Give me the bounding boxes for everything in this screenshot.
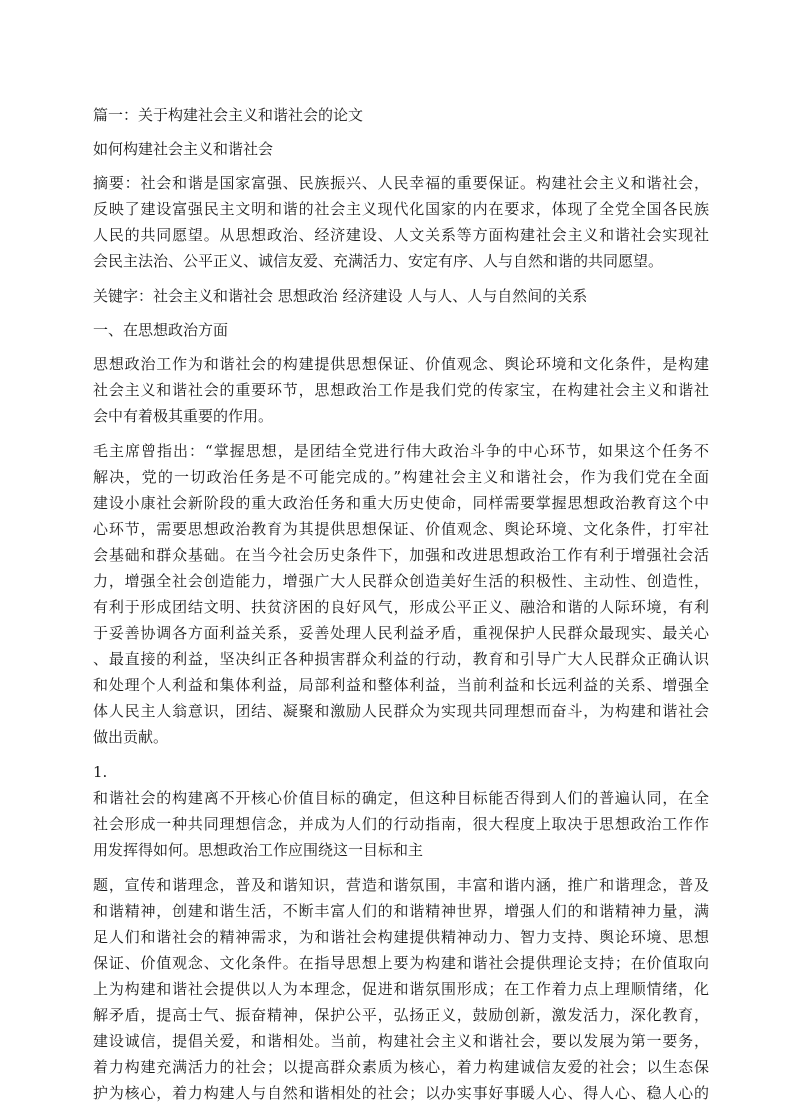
abstract-line: 反映了建设富强民主文明和谐的社会主义现代化国家的内在要求，体现了全党全国各民族 [93,200,709,218]
paragraph-line: 体人民主人翁意识，团结、凝聚和激励人民群众为实现共同理想而奋斗，为构建和谐社会 [93,702,709,720]
paragraph-line: 和处理个人利益和集体利益，局部利益和整体利益，当前利益和长远利益的关系、增强全 [93,676,709,694]
paragraph-line: 着力构建充满活力的社会；以提高群众素质为核心，着力构建诚信友爱的社会；以生态保 [93,1058,709,1076]
paragraph-line: 上为构建和谐社会提供以人为本理念，促进和谐氛围形成；在工作着力点上理顺情绪，化 [93,980,709,998]
paragraph-line: 会中有着极其重要的作用。 [93,407,274,425]
paragraph-line: 和谐社会的构建离不开核心价值目标的确定，但这种目标能否得到人们的普遍认同，在全 [93,789,709,807]
paragraph-line: 建设诚信，提倡关爱，和谐相处。当前，构建社会主义和谐社会，要以发展为第一要务， [93,1032,709,1050]
abstract-line: 人民的共同愿望。从思想政治、经济建设、人文关系等方面构建社会主义和谐社会实现社 [93,226,709,244]
paragraph-line: 和谐精神，创建和谐生活，不断丰富人们的和谐精神世界，增强人们的和谐精神力量，满 [93,902,709,920]
paragraph-line: 有利于形成团结文明、扶贫济困的良好风气，形成公平正义、融洽和谐的人际环境，有利 [93,598,709,616]
document-page [93,102,709,1115]
section-heading: 一、在思想政治方面 [93,321,229,339]
subtitle: 如何构建社会主义和谐社会 [93,140,274,158]
paragraph-line: 毛主席曾指出：“掌握思想，是团结全党进行伟大政治斗争的中心环节，如果这个任务不 [93,442,709,460]
paragraph-line: 题，宣传和谐理念，普及和谐知识，营造和谐氛围，丰富和谐内涵，推广和谐理念，普及 [93,876,709,894]
abstract-line: 摘要：社会和谐是国家富强、民族振兴、人民幸福的重要保证。构建社会主义和谐社会， [93,174,709,192]
paragraph-line: 于妥善协调各方面利益关系，妥善处理人民利益矛盾，重视保护人民群众最现实、最关心 [93,624,709,642]
paragraph-line: 护为核心，着力构建人与自然和谐相处的社会；以办实事好事暖人心、得人心、稳人心的 [93,1084,709,1102]
paragraph-line: 用发挥得如何。思想政治工作应围绕这一目标和主 [93,841,424,859]
keywords: 关键字：社会主义和谐社会 思想政治 经济建设 人与人、人与自然间的关系 [93,287,588,305]
paragraph-3 [93,785,709,863]
paragraph-line: 建设小康社会新阶段的重大政治任务和重大历史使命，同样需要掌握思想政治教育这个中 [93,494,709,512]
paper-title: 篇一：关于构建社会主义和谐社会的论文 [93,106,364,124]
paragraph-line: 足人们和谐社会的精神需求，为和谐社会构建提供精神动力、智力支持、舆论环境、思想 [93,928,709,946]
paragraph-line: 会基础和群众基础。在当今社会历史条件下，加强和改进思想政治工作有利于增强社会活 [93,546,709,564]
paragraph-line: 保证、价值观念、文化条件。在指导思想上要为构建和谐社会提供理论支持；在价值取向 [93,954,709,972]
paragraph-line: 解矛盾，提高士气、振奋精神，保护公平，弘扬正义，鼓励创新，激发活力，深化教育， [93,1006,709,1024]
paragraph-line: 社会形成一种共同理想信念，并成为人们的行动指南，很大程度上取决于思想政治工作作 [93,815,709,833]
paragraph-line: 、最直接的利益，坚决纠正各种损害群众利益的行动，教育和引导广大人民群众正确认识 [93,650,709,668]
paragraph-line: 思想政治工作为和谐社会的构建提供思想保证、价值观念、舆论环境和文化条件，是构建 [93,355,709,373]
paragraph-2 [93,438,709,750]
item-number: 1. [93,763,108,781]
abstract [93,170,709,274]
paragraph-line: 解决，党的一切政治任务是不可能完成的。”构建社会主义和谐社会，作为我们党在全面 [93,468,709,486]
paragraph-line: 心环节，需要思想政治教育为其提供思想保证、价值观念、舆论环境、文化条件，打牢社 [93,520,709,538]
paragraph-line: 做出贡献。 [93,728,169,746]
paragraph-1 [93,351,709,429]
abstract-line: 会民主法治、公平正义、诚信友爱、充满活力、安定有序、人与自然和谐的共同愿望。 [93,252,664,270]
paragraph-line: 社会主义和谐社会的重要环节，思想政治工作是我们党的传家宝，在构建社会主义和谐社 [93,381,709,399]
paragraph-line: 力，增强全社会创造能力，增强广大人民群众创造美好生活的积极性、主动性、创造性， [93,572,709,590]
paragraph-4 [93,872,709,1106]
